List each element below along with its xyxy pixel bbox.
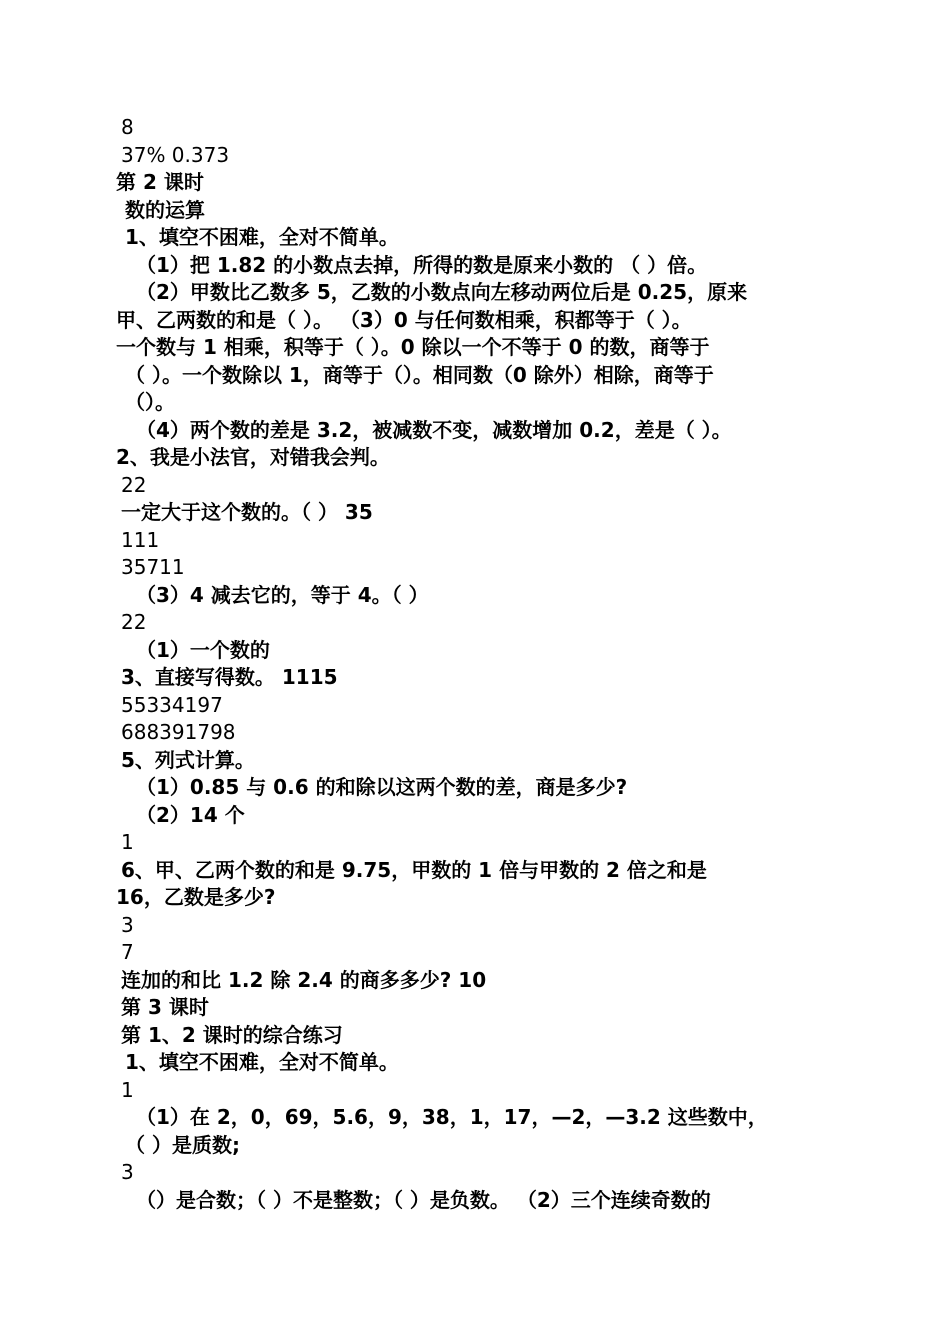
text-line: 第 3 课时 [121, 995, 209, 1019]
text-line: （3）4 减去它的，等于 4。（ ） [136, 582, 429, 607]
text-line: 3、直接写得数。 1115 [121, 665, 338, 689]
text-line: 37% 0.373 [121, 142, 230, 167]
text-line: 5、列式计算。 [121, 747, 255, 772]
document-page [0, 114, 950, 1214]
text-line: 一定大于这个数的。（ ） 35 [121, 500, 373, 524]
text-line: （ ）是质数; [125, 1132, 240, 1157]
text-line: （ ）。一个数除以 1，商等于（）。相同数（0 除外）相除，商等于 [125, 362, 714, 387]
text-line: 8 [121, 115, 134, 139]
text-line: 数的运算 [125, 197, 205, 222]
text-line: （1）把 1.82 的小数点去掉，所得的数是原来小数的 （ ）倍。 [136, 252, 708, 277]
text-line: 3 [121, 1160, 134, 1184]
text-line: 3 [121, 912, 134, 937]
text-line: 16，乙数是多少? [116, 885, 276, 909]
text-line: （1）0.85 与 0.6 的和除以这两个数的差，商是多少? [136, 775, 628, 799]
text-line: 甲、乙两数的和是（ ）。 （3）0 与任何数相乘，积都等于（ ）。 [116, 307, 692, 332]
text-line: 连加的和比 1.2 除 2.4 的商多多少? 10 [121, 967, 487, 992]
text-line: 1 [121, 830, 134, 854]
text-line: 1、填空不困难，全对不简单。 [125, 225, 399, 249]
text-line: 111 [121, 527, 160, 552]
text-line: 第 1、2 课时的综合练习 [121, 1022, 343, 1047]
text-line: 55334197 [121, 692, 223, 717]
text-line: （）是合数；（ ）不是整数；（ ）是负数。 （2）三个连续奇数的 [136, 1187, 711, 1212]
text-line: 6、甲、乙两个数的和是 9.75，甲数的 1 倍与甲数的 2 倍之和是 [121, 857, 707, 882]
text-line: 35711 [121, 555, 185, 579]
text-line: （1）在 2，0，69，5.6，9，38，1，17，—2，—3.2 这些数中， [136, 1105, 768, 1129]
text-line: （1）一个数的 [136, 637, 270, 662]
text-line: 一个数与 1 相乘，积等于（ ）。0 除以一个不等于 0 的数，商等于 [116, 335, 710, 359]
text-line: 22 [121, 472, 147, 497]
text-line: （2）14 个 [136, 802, 245, 827]
text-line: 22 [121, 610, 147, 634]
text-line: 1、填空不困难，全对不简单。 [125, 1050, 399, 1074]
text-line: （）。 [125, 390, 175, 414]
text-line: 688391798 [121, 720, 236, 744]
text-line: 2、我是小法官，对错我会判。 [116, 445, 390, 469]
text-line: 1 [121, 1077, 134, 1102]
text-line: （4）两个数的差是 3.2，被减数不变，减数增加 0.2，差是（ ）。 [136, 417, 732, 442]
text-line: 第 2 课时 [116, 170, 204, 194]
text-line: （2）甲数比乙数多 5，乙数的小数点向左移动两位后是 0.25，原来 [136, 280, 748, 304]
text-line: 7 [121, 940, 134, 964]
